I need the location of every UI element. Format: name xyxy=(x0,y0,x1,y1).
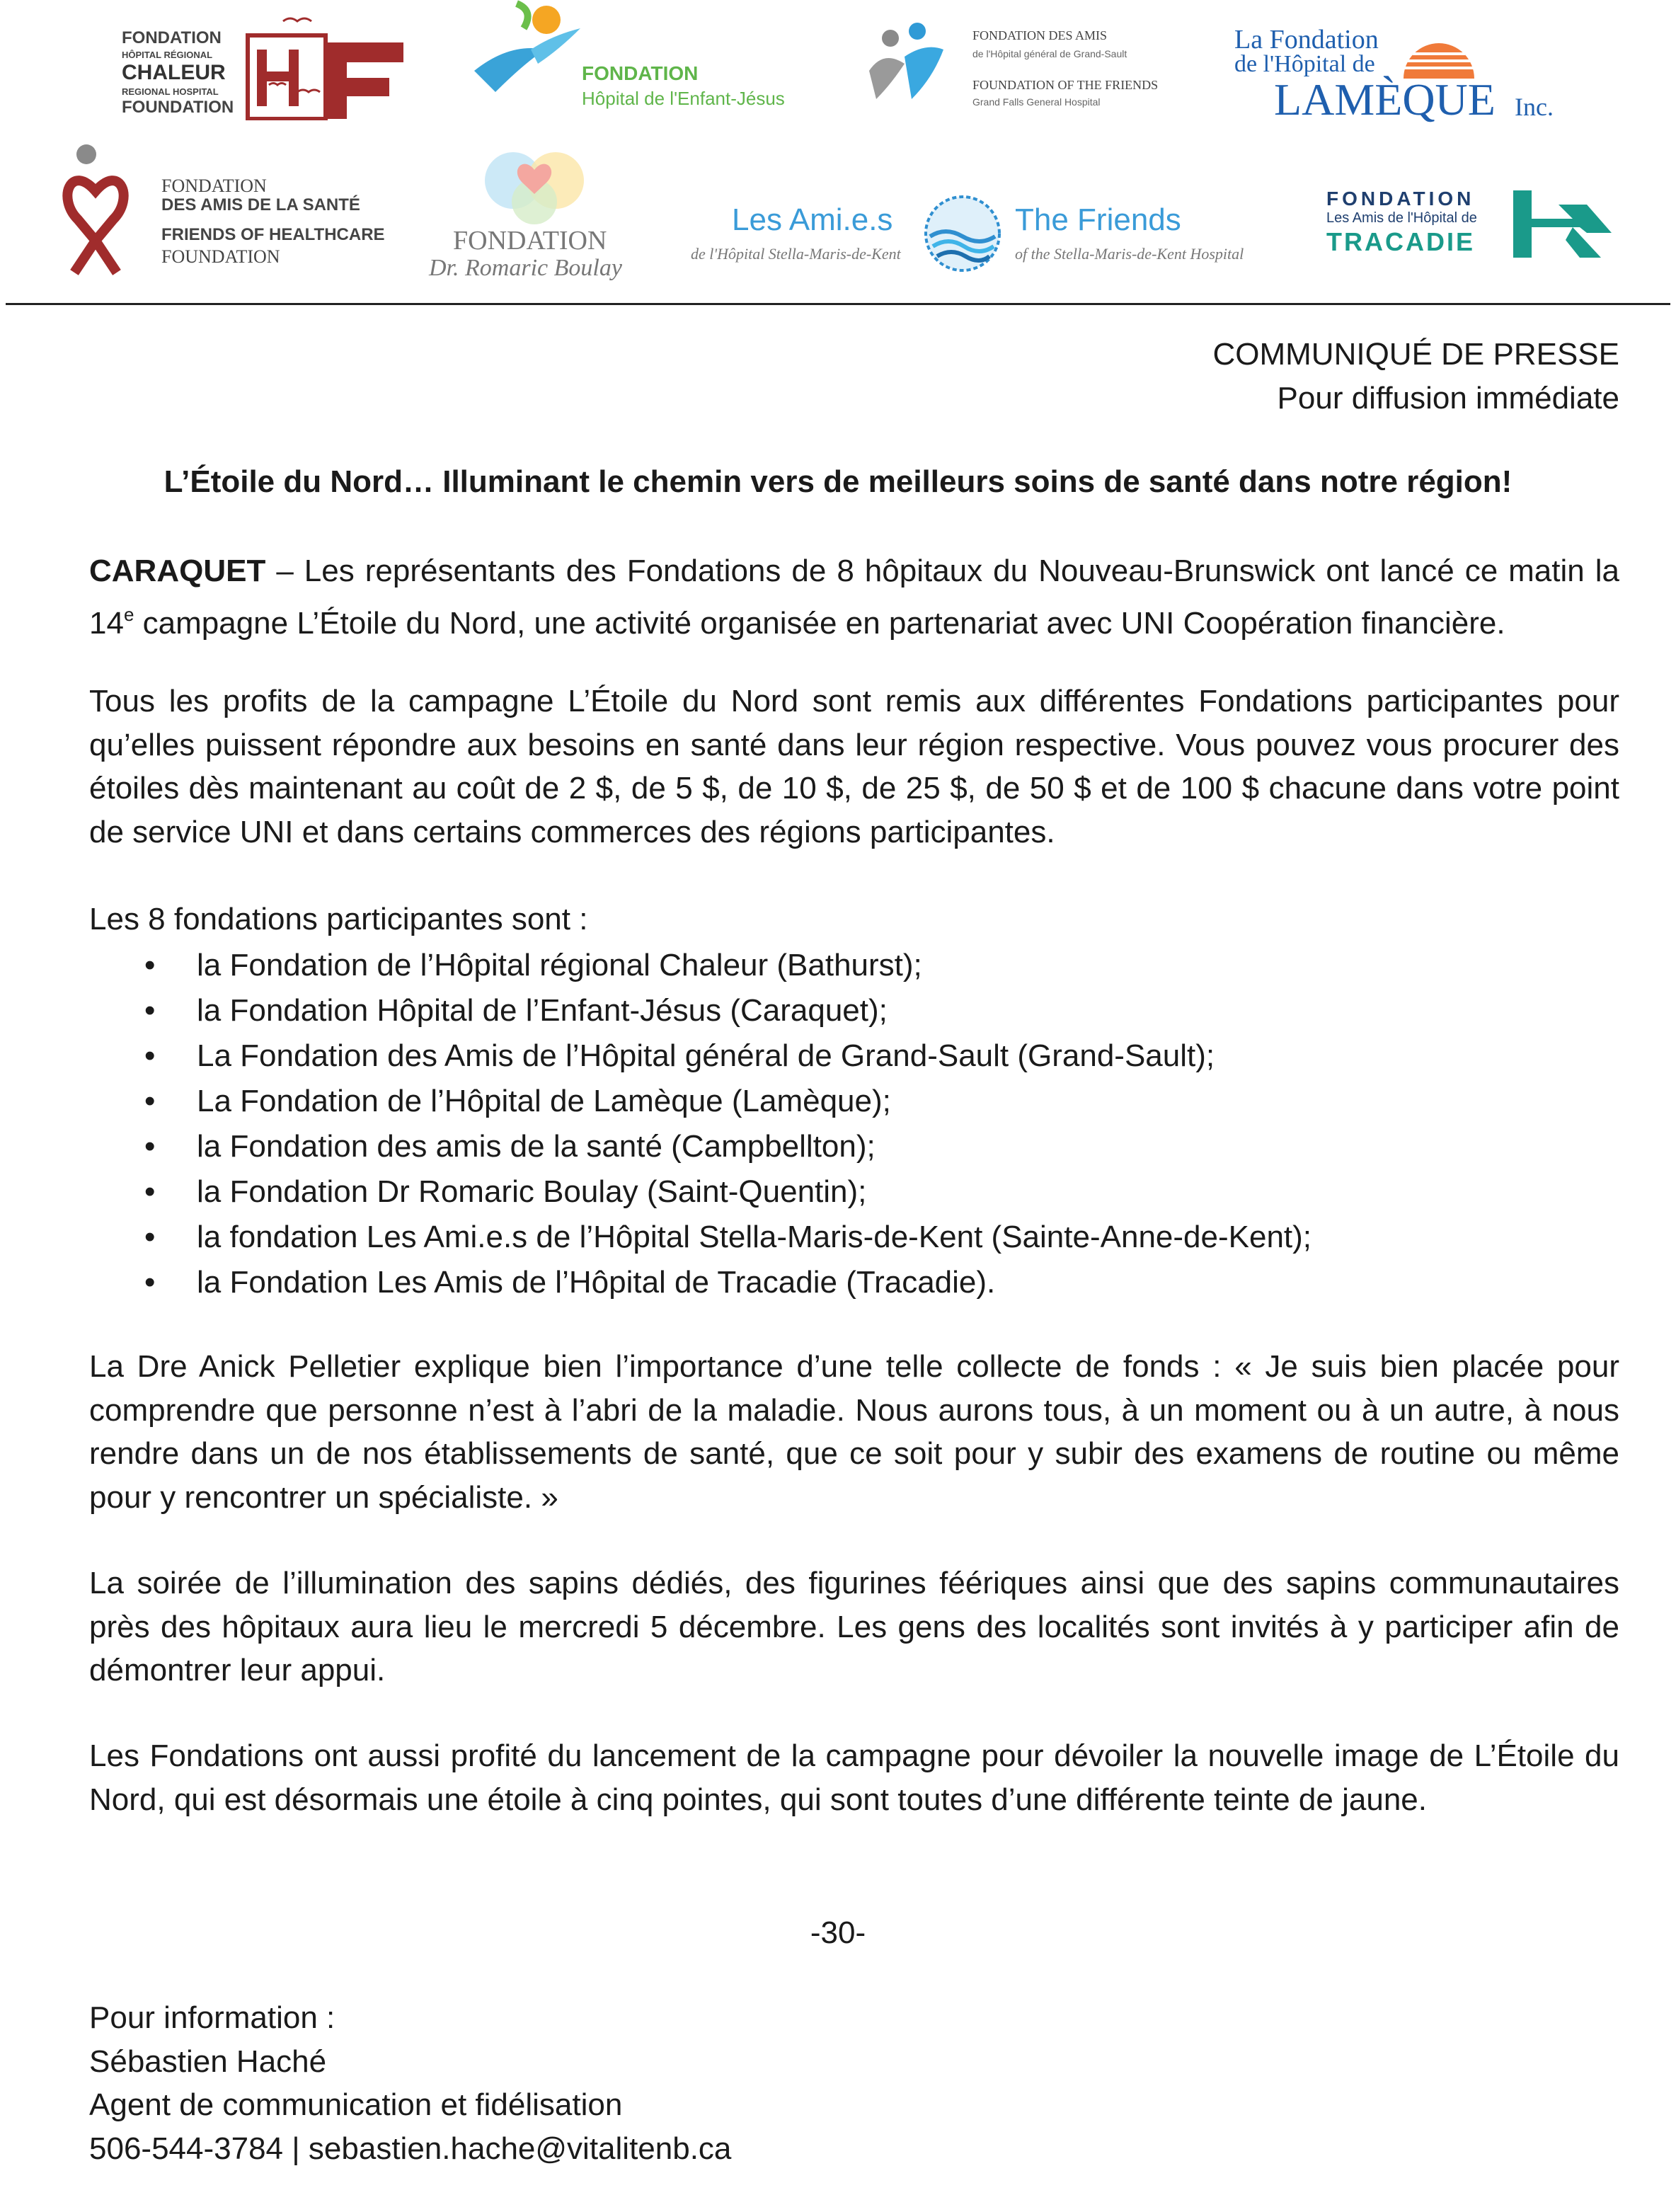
dateline: CARAQUET xyxy=(89,554,266,588)
bullet-icon: • xyxy=(144,948,156,982)
bullet-icon: • xyxy=(144,1265,156,1300)
chaleur-line4: REGIONAL HOSPITAL xyxy=(122,86,219,97)
contact-phone: 506-544-3784 xyxy=(89,2131,284,2166)
logo-stella-maris xyxy=(687,184,1253,290)
list-intro-text: Les 8 fondations participantes sont : xyxy=(89,902,588,936)
intro-text-a: – Les représentants des Fondations de 8 hôpitaux du Nouveau-Brunswick ont lancé ce matin la 14 xyxy=(89,554,1619,641)
logo-lameque xyxy=(1232,21,1571,127)
header-divider xyxy=(6,303,1670,305)
end-marker: -30- xyxy=(810,1915,866,1950)
new-image-text: Les Fondations ont aussi profité du lancement de la campagne pour dévoiler la nouvelle image de L’Étoile du Nord, qui est désormais une étoile à cinq pointes, qui sont toutes d’une différente teinte de jaune. xyxy=(89,1738,1619,1817)
logo-enfant-jesus xyxy=(467,0,821,120)
bullet-icon: • xyxy=(144,1220,156,1254)
chaleur-hf-mark-icon xyxy=(241,7,425,120)
logo-chaleur xyxy=(113,7,425,120)
list-item-text: La Fondation des Amis de l’Hôpital général de Grand-Sault (Grand-Sault); xyxy=(197,1038,1215,1073)
list-item xyxy=(89,1169,1619,1215)
logo-amis-sante xyxy=(57,142,389,283)
grand-sault-line2: de l'Hôpital général de Grand-Sault xyxy=(972,48,1127,59)
bullet-icon: • xyxy=(144,1084,156,1118)
tracadie-line2: Les Amis de l'Hôpital de xyxy=(1326,210,1477,226)
list-item-text: la Fondation des amis de la santé (Campbellton); xyxy=(197,1129,876,1164)
list-item-text: La Fondation de l’Hôpital de Lamèque (Lamèque); xyxy=(197,1084,891,1118)
event-text: La soirée de l’illumination des sapins dédiés, des figurines féériques ainsi que des sapins communautaires près des hôpitaux aura lieu le mercredi 5 décembre. Les gens des localités sont invités à y participer afin de démontrer leur appui. xyxy=(89,1566,1619,1687)
list-item xyxy=(89,1124,1619,1169)
paragraph-profits xyxy=(89,680,1619,854)
lameque-line3: LAMÈQUE xyxy=(1274,74,1496,125)
contact-separator: | xyxy=(292,2131,300,2166)
contact-name: Sébastien Haché xyxy=(89,2044,327,2079)
contact-email[interactable]: sebastien.hache@vitalitenb.ca xyxy=(308,2131,732,2166)
list-intro xyxy=(89,898,1619,941)
bullet-icon: • xyxy=(144,1174,156,1209)
list-item xyxy=(89,988,1619,1033)
list-item xyxy=(89,1260,1619,1305)
amis-sante-line3: FRIENDS OF HEALTHCARE xyxy=(161,225,385,244)
grand-sault-people-icon xyxy=(862,21,947,113)
ordinal-suffix: e xyxy=(123,603,134,625)
enfant-jesus-line2: Hôpital de l'Enfant-Jésus xyxy=(582,88,785,109)
chaleur-line1: FONDATION xyxy=(122,28,222,47)
boulay-line1: FONDATION xyxy=(453,226,607,256)
list-item xyxy=(89,1079,1619,1124)
grand-sault-line1: FONDATION DES AMIS xyxy=(972,28,1108,42)
amis-sante-heart-ribbon-icon xyxy=(57,142,134,276)
tracadie-line1: FONDATION xyxy=(1326,188,1475,210)
grand-sault-line4: Grand Falls General Hospital xyxy=(972,96,1101,108)
paragraph-intro xyxy=(89,549,1619,645)
enfant-jesus-line1: FONDATION xyxy=(582,62,699,84)
list-item xyxy=(89,1033,1619,1079)
amis-sante-line4: FOUNDATION xyxy=(161,246,280,267)
paragraph-quote xyxy=(89,1345,1619,1519)
enfant-jesus-figure-icon xyxy=(467,0,587,99)
lameque-line4: Inc. xyxy=(1515,93,1554,121)
grand-sault-line3: FOUNDATION OF THE FRIENDS xyxy=(972,78,1159,92)
list-item-text: la Fondation Les Amis de l’Hôpital de Tracadie (Tracadie). xyxy=(197,1265,996,1300)
logo-boulay xyxy=(425,142,651,290)
stella-en-line2: of the Stella-Maris-de-Kent Hospital xyxy=(1015,245,1244,263)
tracadie-line3: TRACADIE xyxy=(1326,227,1475,256)
amis-sante-line1: FONDATION xyxy=(161,176,267,196)
logo-tracadie xyxy=(1324,180,1621,273)
profits-text: Tous les profits de la campagne L’Étoile du Nord sont remis aux différentes Fondations participantes pour qu’elles puissent répondre aux besoins en santé dans leur région respective. Vous pouvez vous procurer des étoiles dès maintenant au coût de 2 $, de 5 $, de 10 $, de 25 $, de 50 $ et de 100 $ chacune dans votre point de service UNI et dans certains commerces des régions participantes. xyxy=(89,684,1619,849)
bullet-icon: • xyxy=(144,1129,156,1164)
lameque-line1: La Fondation xyxy=(1234,25,1379,55)
quote-text: La Dre Anick Pelletier explique bien l’importance d’une telle collecte de fonds : « Je suis bien placée pour comprendre que personne n’est à l’abri de la maladie. Nous aurons tous, à un moment ou à un autre, à nous rendre dans un de nos établissements de santé, que ce soit pour y subir des examens de routine ou même pour y rencontrer un spécialiste. » xyxy=(89,1349,1619,1515)
list-item-text: la Fondation de l’Hôpital régional Chaleur (Bathurst); xyxy=(197,948,922,982)
headline: L’Étoile du Nord… Illuminant le chemin vers de meilleurs soins de santé dans notre région! xyxy=(163,464,1513,499)
chaleur-line5: FOUNDATION xyxy=(122,98,234,117)
paragraph-new-image xyxy=(89,1734,1619,1821)
paragraph-event xyxy=(89,1561,1619,1692)
intro-text-b: campagne L’Étoile du Nord, une activité organisée en partenariat avec UNI Coopération financière. xyxy=(134,605,1505,641)
boulay-line2: Dr. Romaric Boulay xyxy=(429,255,622,281)
press-release-header xyxy=(1212,333,1619,420)
logo-grand-sault xyxy=(862,21,1202,120)
contact-role: Agent de communication et fidélisation xyxy=(89,2087,623,2122)
contact-block xyxy=(89,1996,731,2170)
boulay-heart-icon xyxy=(474,142,595,227)
tracadie-h-mark-icon xyxy=(1509,183,1615,261)
bullet-icon: • xyxy=(144,993,156,1028)
list-item xyxy=(89,1215,1619,1260)
contact-label: Pour information : xyxy=(89,2000,335,2035)
logo-banner xyxy=(0,0,1676,303)
stella-fr-line2: de l'Hôpital Stella-Maris-de-Kent xyxy=(691,245,901,263)
bullet-icon: • xyxy=(144,1038,156,1073)
foundations-list xyxy=(89,943,1619,1305)
list-item-text: la Fondation Dr Romaric Boulay (Saint-Quentin); xyxy=(197,1174,867,1209)
press-type: COMMUNIQUÉ DE PRESSE xyxy=(1212,337,1619,372)
lameque-line2: de l'Hôpital de xyxy=(1234,51,1375,77)
chaleur-line3: CHALEUR xyxy=(122,61,226,84)
contact-line xyxy=(89,2127,731,2171)
list-item-text: la fondation Les Ami.e.s de l’Hôpital Stella-Maris-de-Kent (Sainte-Anne-de-Kent); xyxy=(197,1220,1312,1254)
press-release-timing: Pour diffusion immédiate xyxy=(1277,381,1619,416)
chaleur-line2: HÔPITAL RÉGIONAL xyxy=(122,50,213,60)
stella-en-line1: The Friends xyxy=(1015,202,1181,237)
stella-fr-line1: Les Ami.e.s xyxy=(732,202,893,237)
amis-sante-line2: DES AMIS DE LA SANTÉ xyxy=(161,195,360,214)
list-item-text: la Fondation Hôpital de l’Enfant-Jésus (Caraquet); xyxy=(197,993,888,1028)
stella-compass-icon xyxy=(920,191,1005,276)
list-item xyxy=(89,943,1619,988)
